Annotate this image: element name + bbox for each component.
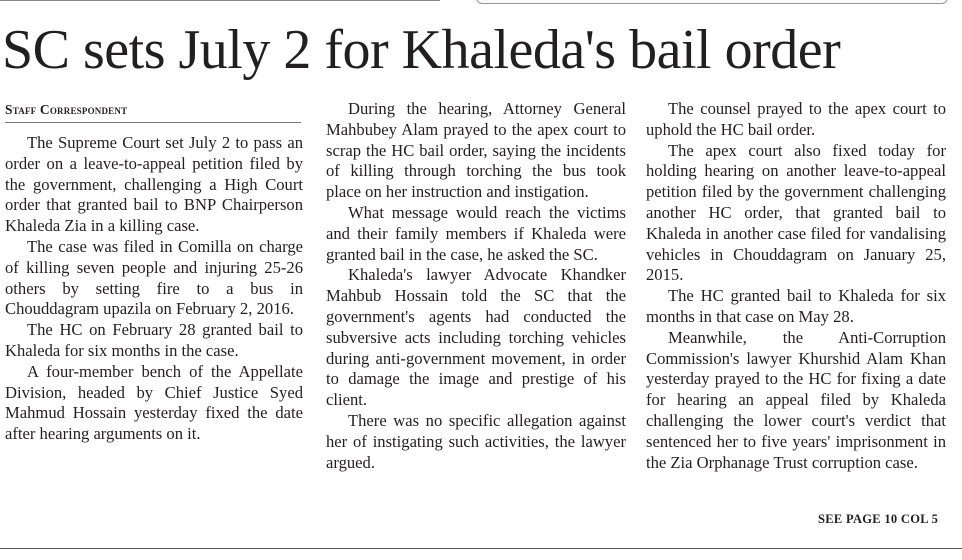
- byline: Staff Correspondent: [5, 101, 301, 123]
- paragraph: What message would reach the victims and their family members if Khaleda were granted bail in the case, he asked the SC.: [326, 202, 626, 264]
- paragraph: Meanwhile, the Anti-Corruption Commission's lawyer Khurshid Alam Khan yesterday prayed to the HC for fixing a date for hearing an appeal filed by Khaleda challenging the lower court's verdict that sentenced her to five years' imprisonment in the Zia Orphanage Trust corruption case.: [646, 327, 946, 472]
- headline: SC sets July 2 for Khaleda's bail order: [2, 19, 841, 81]
- top-divider: [0, 0, 440, 1]
- adjacent-article-box: [476, 0, 948, 4]
- paragraph: The Supreme Court set July 2 to pass an order on a leave-to-appeal petition filed by the government, challenging a High Court order that granted bail to BNP Chairperson Khaleda Zia in a killing case.: [5, 133, 303, 236]
- paragraph: There was no specific allegation against her of instigating such activities, the lawyer argued.: [326, 410, 626, 472]
- article-column-3: [646, 99, 946, 473]
- continuation-link[interactable]: SEE PAGE 10 COL 5: [818, 512, 939, 526]
- paragraph: A four-member bench of the Appellate Division, headed by Chief Justice Syed Mahmud Hossain yesterday fixed the date after hearing arguments on it.: [5, 361, 303, 444]
- paragraph: The apex court also fixed today for holding hearing on another leave-to-appeal petition filed by the government challenging another HC order, that granted bail to Khaleda in another case filed for vandalising vehicles in Chouddagram on January 25, 2015.: [646, 140, 946, 285]
- bottom-divider: [0, 548, 962, 549]
- paragraph: The counsel prayed to the apex court to uphold the HC bail order.: [646, 99, 946, 139]
- paragraph: Khaleda's lawyer Advocate Khandker Mahbub Hossain told the SC that the government's agents had conducted the subversive acts including torching vehicles during anti-government movement, in order to damage the image and prestige of his client.: [326, 265, 626, 410]
- paragraph: The HC granted bail to Khaleda for six months in that case on May 28.: [646, 286, 946, 326]
- paragraph: During the hearing, Attorney General Mahbubey Alam prayed to the apex court to scrap the HC bail order, saying the incidents of killing through torching the bus took place on her instruction and instigation.: [326, 99, 626, 202]
- paragraph: The HC on February 28 granted bail to Khaleda for six months in the case.: [5, 320, 303, 360]
- paragraph: The case was filed in Comilla on charge of killing seven people and injuring 25-26 others by setting fire to a bus in Chouddagram upazila on February 2, 2016.: [5, 236, 303, 319]
- article-column-2: [326, 99, 626, 473]
- article-column-1: [5, 133, 303, 445]
